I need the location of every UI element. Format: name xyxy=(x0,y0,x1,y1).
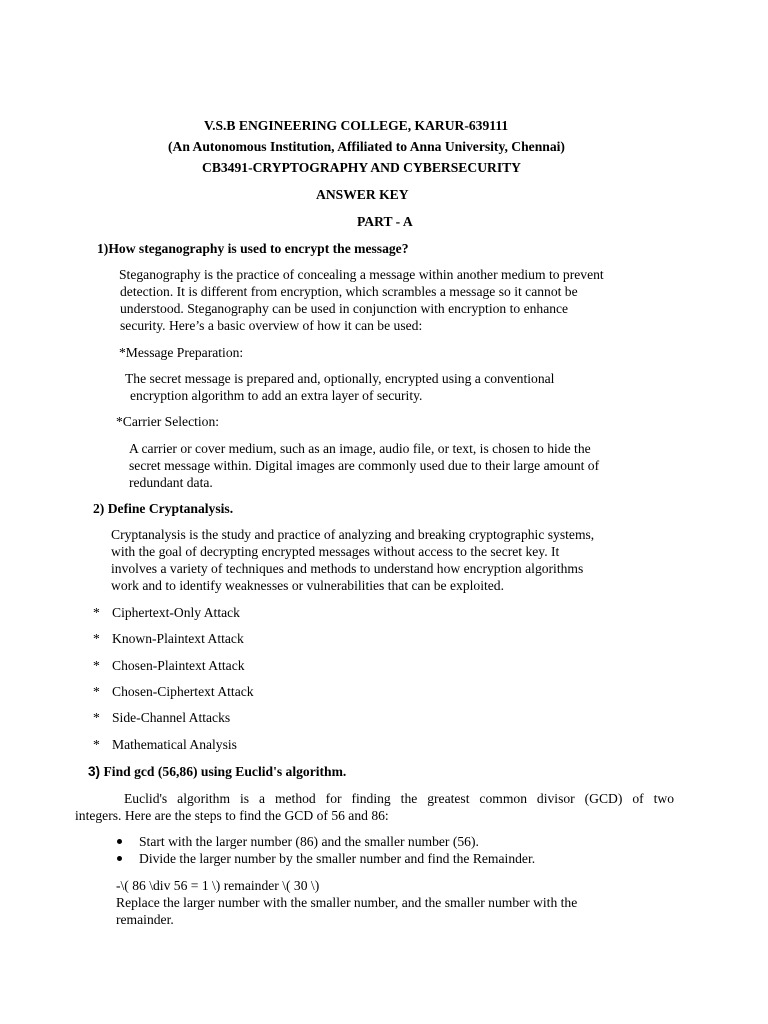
q3-replace-line: remainder. xyxy=(116,912,174,927)
college-name: V.S.B ENGINEERING COLLEGE, KARUR-639111 xyxy=(204,118,509,133)
list-item: Side-Channel Attacks xyxy=(112,710,231,725)
question-2: 2) Define Cryptanalysis. xyxy=(93,501,234,516)
list-bullet: * xyxy=(93,710,100,725)
list-item: Chosen-Plaintext Attack xyxy=(112,658,245,673)
q1-intro-line: security. Here’s a basic overview of how it can be used: xyxy=(120,318,423,333)
q1-step1-paragraph xyxy=(125,370,554,404)
question-3-number: 3) xyxy=(88,764,101,779)
list-item: Mathematical Analysis xyxy=(112,737,237,752)
bullet-dot xyxy=(117,839,122,844)
list-bullet: * xyxy=(93,631,100,646)
q1-step2-line: A carrier or cover medium, such as an image, audio file, or text, is chosen to hide the xyxy=(129,441,591,456)
question-1: 1)How steganography is used to encrypt the message? xyxy=(97,241,409,256)
q1-step1-title: *Message Preparation: xyxy=(119,345,244,360)
course-title: CB3491-CRYPTOGRAPHY AND CYBERSECURITY xyxy=(202,160,522,175)
q1-step2-line: secret message within. Digital images are commonly used due to their large amount of xyxy=(129,458,600,473)
q3-replace-paragraph xyxy=(116,894,577,928)
q1-step2-paragraph xyxy=(129,440,599,491)
q3-intro-line1: Euclid's algorithm is a method for finding the greatest common divisor (GCD) of two xyxy=(124,791,674,806)
question-3 xyxy=(88,763,346,780)
question-3-text: Find gcd (56,86) using Euclid's algorithm. xyxy=(103,764,347,779)
q3-formula: -\( 86 \div 56 = 1 \) remainder \( 30 \) xyxy=(116,878,320,893)
q2-intro-paragraph xyxy=(111,526,594,594)
q1-intro-line: detection. It is different from encryption, which scrambles a message so it cannot be xyxy=(120,284,578,299)
list-bullet: * xyxy=(93,737,100,752)
part-heading: PART - A xyxy=(357,214,413,229)
list-item: Known-Plaintext Attack xyxy=(112,631,244,646)
q2-intro-line: Cryptanalysis is the study and practice of analyzing and breaking cryptographic systems, xyxy=(111,527,595,542)
q3-intro-line2: integers. Here are the steps to find the GCD of 56 and 86: xyxy=(75,808,389,823)
list-bullet: * xyxy=(93,658,100,673)
q2-intro-line: with the goal of decrypting encrypted messages without access to the secret key. It xyxy=(111,544,560,559)
q3-step: Start with the larger number (86) and the smaller number (56). xyxy=(139,834,479,849)
q1-step2-title: *Carrier Selection: xyxy=(116,414,220,429)
q3-step: Divide the larger number by the smaller number and find the Remainder. xyxy=(139,851,536,866)
list-item: Ciphertext-Only Attack xyxy=(112,605,240,620)
list-bullet: * xyxy=(93,605,100,620)
q1-step2-line: redundant data. xyxy=(129,475,213,490)
list-item: Chosen-Ciphertext Attack xyxy=(112,684,254,699)
q3-replace-line: Replace the larger number with the smaller number, and the smaller number with the xyxy=(116,895,578,910)
q1-intro-line: Steganography is the practice of concealing a message within another medium to prevent xyxy=(119,267,604,282)
q2-intro-line: work and to identify weaknesses or vulnerabilities that can be exploited. xyxy=(111,578,504,593)
q2-intro-line: involves a variety of techniques and methods to understand how encryption algorithms xyxy=(111,561,584,576)
bullet-dot xyxy=(117,856,122,861)
q1-intro-line: understood. Steganography can be used in conjunction with encryption to enhance xyxy=(120,301,569,316)
document-title: ANSWER KEY xyxy=(316,187,409,202)
institution-line: (An Autonomous Institution, Affiliated to Anna University, Chennai) xyxy=(168,139,565,154)
q1-step1-line: encryption algorithm to add an extra layer of security. xyxy=(130,388,423,403)
q1-intro-paragraph xyxy=(119,266,604,334)
q1-step1-line: The secret message is prepared and, optionally, encrypted using a conventional xyxy=(125,371,555,386)
list-bullet: * xyxy=(93,684,100,699)
